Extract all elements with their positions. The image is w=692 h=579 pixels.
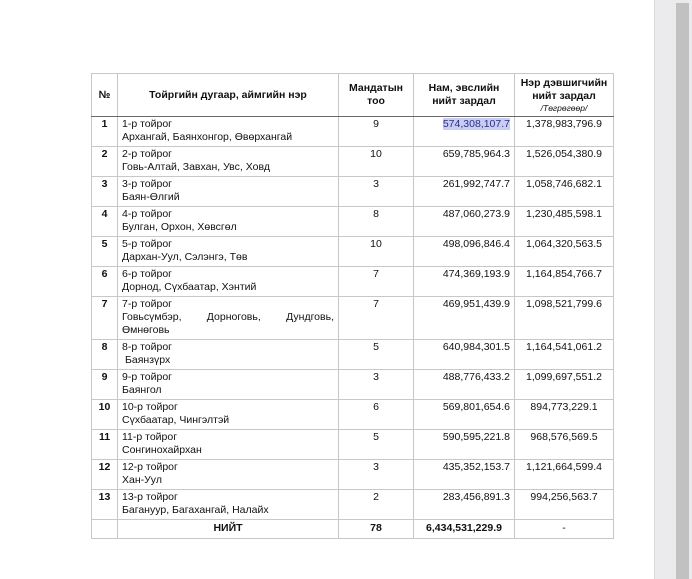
election-expense-table <box>91 73 614 539</box>
table-row: 1 1-р тойрог Архангай, Баянхонгор, Өвөрхангай 9 574,308,107.7 1,378,983,796.9 <box>92 117 614 147</box>
table-row: 13 13-р тойрог Багануур, Багахангай, Налайх 2 283,456,891.3 994,256,563.7 <box>92 490 614 520</box>
total-party-cost: 6,434,531,229.9 <box>414 520 515 539</box>
table-row: 2 2-р тойрог Говь-Алтай, Завхан, Увс, Ховд 10 659,785,964.3 1,526,054,380.9 <box>92 147 614 177</box>
table-total-row <box>92 520 614 539</box>
table-row: 10 10-р тойрог Сүхбаатар, Чингэлтэй 6 569,801,654.6 894,773,229.1 <box>92 400 614 430</box>
table-row: 8 8-р тойрог Баянзүрх 5 640,984,301.5 1,164,541,061.2 <box>92 340 614 370</box>
total-mandates: 78 <box>339 520 414 539</box>
total-label: НИЙТ <box>118 520 339 539</box>
vertical-scrollbar[interactable] <box>676 3 689 579</box>
table-row: 3 3-р тойрог Баян-Өлгий 3 261,992,747.7 1,058,746,682.1 <box>92 177 614 207</box>
table-row: 7 7-р тойрог Говьсүмбэр, Дорноговь, Дундговь, Өмнөговь 7 469,951,439.9 1,098,521,799.6 <box>92 297 614 340</box>
table-row: 11 11-р тойрог Сонгинохайрхан 5 590,595,221.8 968,576,569.5 <box>92 430 614 460</box>
table-row: 6 6-р тойрог Дорнод, Сүхбаатар, Хэнтий 7 474,369,193.9 1,164,854,766.7 <box>92 267 614 297</box>
header-party-cost: Нам, эвслийн нийт зардал <box>414 74 515 117</box>
header-unit-note: /Төгрөгөөр/ <box>540 103 588 113</box>
header-district-name: Тойргийн дугаар, аймгийн нэр <box>118 74 339 117</box>
table-row: 12 12-р тойрог Хан-Уул 3 435,352,153.7 1,121,664,599.4 <box>92 460 614 490</box>
table-row: 9 9-р тойрог Баянгол 3 488,776,433.2 1,099,697,551.2 <box>92 370 614 400</box>
header-mandates: Мандатын тоо <box>339 74 414 117</box>
header-candidate-cost: Нэр дэвшигчийн нийт зардал /Төгрөгөөр/ <box>515 74 614 117</box>
total-candidate-cost: - <box>515 520 614 539</box>
table-row: 5 5-р тойрог Дархан-Уул, Сэлэнгэ, Төв 10 498,096,846.4 1,064,320,563.5 <box>92 237 614 267</box>
selected-text[interactable]: 574,308,107.7 <box>442 118 510 130</box>
header-no: № <box>92 74 118 117</box>
table-row: 4 4-р тойрог Булган, Орхон, Хөвсгөл 8 487,060,273.9 1,230,485,598.1 <box>92 207 614 237</box>
table-header-row <box>92 74 614 117</box>
